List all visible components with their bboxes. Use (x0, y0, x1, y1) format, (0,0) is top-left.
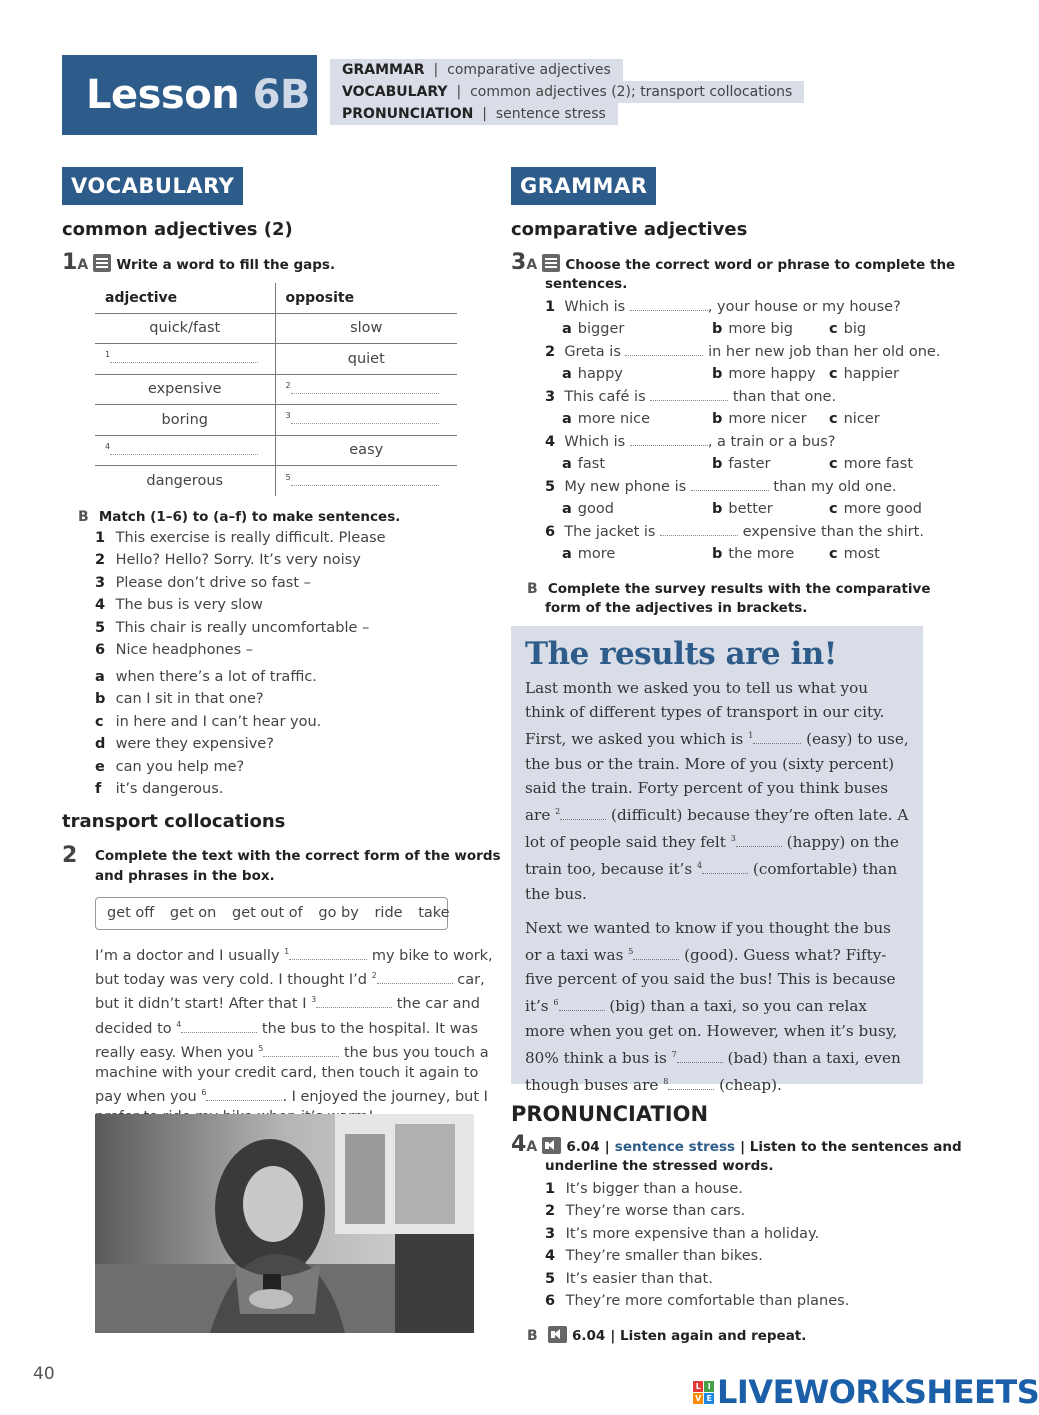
pron-sentence: 6 They’re more comfortable than planes. (545, 1293, 850, 1309)
exercise-2-text: I’m a doctor and I usually $^1$ my bike to work, but today was very cold. I thought I’d $^2$ car, but it didn’t start! After that I $^3$ the car and decided to $^4$ the bus to the hospital. It was really easy. When you $^5$ the bus you touch a machine with your credit card, then touch it again to pay when you $^6$ . I enjoyed the journey, but I (95, 947, 493, 1106)
exercise-3b-header: B Complete the survey results with the comparative (527, 581, 931, 597)
gap-input[interactable]: 1 (95, 344, 275, 375)
table-row: quick/fast slow (95, 313, 457, 344)
vocabulary-section-tag: VOCABULARY (62, 167, 243, 205)
gap-input[interactable] (377, 972, 453, 984)
option-b[interactable]: b more big (712, 321, 793, 337)
gap-input[interactable] (677, 1051, 723, 1063)
results-title: The results are in! (525, 636, 837, 672)
pron-sentence: 2 They’re worse than cars. (545, 1203, 746, 1219)
word-option: take (418, 905, 450, 921)
option-a[interactable]: a happy (562, 366, 623, 382)
match-item: 3 Please don’t drive so fast – (95, 575, 311, 591)
table-row: $^4$ easy (95, 435, 457, 466)
gap-input[interactable]: 5 (275, 466, 457, 497)
table-row: boring $^3$ (95, 405, 457, 436)
exercise-3a-header: 3A Choose the correct word or phrase to complete the (511, 250, 956, 275)
gap-input[interactable] (206, 1089, 282, 1101)
gap-input[interactable] (559, 999, 605, 1011)
match-answer: c in here and I can’t hear you. (95, 714, 322, 730)
adjective-table (95, 283, 457, 496)
question-4: 4 Which is , a train or a bus? (545, 434, 836, 450)
audio-icon[interactable] (548, 1326, 567, 1343)
word-option: go by (318, 905, 359, 921)
gap-input[interactable] (263, 1045, 339, 1057)
word-option: get out of (231, 905, 303, 921)
liveworksheets-logo[interactable]: L I V E LIVEWORKSHEETS (693, 1373, 1039, 1411)
match-item: 1 This exercise is really difficult. Please (95, 530, 386, 546)
match-answer: f it’s dangerous. (95, 781, 224, 797)
audio-icon[interactable] (542, 1137, 561, 1154)
page-number: 40 (33, 1364, 55, 1384)
match-item: 4 The bus is very slow (95, 597, 263, 613)
option-c[interactable]: c more fast (829, 456, 914, 472)
option-b[interactable]: b more happy (712, 366, 816, 382)
match-answer: d were they expensive? (95, 736, 274, 752)
exercise-1b-header: B Match (1–6) to (a–f) to make sentences. (78, 509, 401, 525)
question-5: 5 My new phone is than my old one. (545, 479, 897, 495)
table-row: $^1$ quiet (95, 344, 457, 375)
word-option: ride (374, 905, 403, 921)
option-b[interactable]: b more nicer (712, 411, 807, 427)
pron-sentence: 1 It’s bigger than a house. (545, 1181, 743, 1197)
question-2: 2 Greta is in her new job than her old one. (545, 344, 941, 360)
question-3: 3 This café is than that one. (545, 389, 837, 405)
match-answer: e can you help me? (95, 759, 245, 775)
option-c[interactable]: c nicer (829, 411, 880, 427)
option-b[interactable]: b better (712, 501, 773, 517)
gap-input[interactable] (736, 835, 782, 847)
word-option: get on (169, 905, 217, 921)
option-a[interactable]: a bigger (562, 321, 625, 337)
gap-input[interactable]: 4 (95, 435, 275, 466)
exercise-1a-header: 1A Write a word to fill the gaps. (62, 250, 336, 275)
exercise-4a-header: 4A 6.04 | sentence stress | Listen to the sentences and (511, 1132, 962, 1157)
option-b[interactable]: b faster (712, 456, 771, 472)
grammar-section-tag: GRAMMAR (511, 167, 656, 205)
gap-input[interactable] (702, 862, 748, 874)
woman-on-bus-photo (95, 1114, 474, 1333)
option-a[interactable]: a more (562, 546, 616, 562)
header-grammar-row: GRAMMAR | comparative adjectives (330, 59, 623, 81)
exercise-4a-instruction-cont: underline the stressed words. (545, 1158, 774, 1174)
option-c[interactable]: c more good (829, 501, 922, 517)
option-a[interactable]: a fast (562, 456, 606, 472)
table-row: dangerous $^5$ (95, 466, 457, 497)
transport-subhead: transport collocations (62, 811, 286, 832)
header-pronunciation-row: PRONUNCIATION | sentence stress (330, 103, 618, 125)
gap-input[interactable] (316, 996, 392, 1008)
match-item: 2 Hello? Hello? Sorry. It’s very noisy (95, 552, 361, 568)
option-b[interactable]: b the more (712, 546, 795, 562)
exercise-4b-header: B 6.04 | Listen again and repeat. (527, 1328, 807, 1344)
gap-input[interactable]: 2 (275, 374, 457, 405)
question-1: 1 Which is , your house or my house? (545, 299, 901, 315)
table-row: expensive $^2$ (95, 374, 457, 405)
table-header-adjective: adjective (95, 283, 275, 313)
gap-input[interactable] (289, 948, 367, 960)
option-c[interactable]: c happier (829, 366, 900, 382)
pron-sentence: 3 It’s more expensive than a holiday. (545, 1226, 820, 1242)
option-a[interactable]: a more nice (562, 411, 651, 427)
match-item: 5 This chair is really uncomfortable – (95, 620, 370, 636)
option-c[interactable]: c most (829, 546, 880, 562)
word-box (95, 897, 448, 930)
gap-input[interactable]: 3 (275, 405, 457, 436)
vocab-subhead: common adjectives (2) (62, 219, 293, 240)
option-c[interactable]: c big (829, 321, 867, 337)
option-a[interactable]: a good (562, 501, 614, 517)
gap-input[interactable] (633, 948, 679, 960)
exercise-3b-instruction-cont: form of the adjectives in brackets. (545, 600, 808, 616)
pron-sentence: 5 It’s easier than that. (545, 1271, 713, 1287)
gap-input[interactable] (668, 1078, 714, 1090)
match-answer: b can I sit in that one? (95, 691, 264, 707)
word-option: get off (107, 905, 155, 921)
exercise-3a-instruction-cont: sentences. (545, 276, 628, 292)
table-header-opposite: opposite (275, 283, 457, 313)
header-vocabulary-row: VOCABULARY | common adjectives (2); transport collocations (330, 81, 804, 103)
pron-sentence: 4 They’re smaller than bikes. (545, 1248, 763, 1264)
gap-input[interactable] (181, 1021, 257, 1033)
liveworksheets-logo-icon: L I V E (693, 1381, 714, 1404)
exercise-2-instruction: Complete the text with the correct form of the words and phrases in the box. (95, 848, 501, 884)
gap-input[interactable] (753, 732, 801, 744)
gap-input[interactable] (560, 808, 606, 820)
question-6: 6 The jacket is expensive than the shirt. (545, 524, 924, 540)
pronunciation-heading: PRONUNCIATION (511, 1102, 709, 1126)
match-answer: a when there’s a lot of traffic. (95, 669, 317, 685)
survey-results-box (511, 626, 923, 1095)
results-paragraph-1: Last month we asked you to tell us what you think of different types of transport in our city. First, we asked you which is $^1$ (easy) to use, the bus or the train. More of you (sixty percent) said the train. Forty percent of you think buses are $^2$ (difficult) because they’re often late. A lot of people said they felt $^3$ (happy) on the train too, because it’s $^4$ (comfortable) than the bus. (525, 679, 909, 903)
results-paragraph-2: Next we wanted to know if you thought the bus or a taxi was $^5$ (good). Guess what? Fifty-five percent of you said the bus! This is because it’s $^6$ (big) than a taxi, so you can relax more when you get on. However, when it’s busy, 80% think a bus is $^7$ (bad) than a taxi, even though buses are $^8$ (cheap). (525, 918, 901, 1095)
match-item: 6 Nice headphones – (95, 642, 253, 658)
lesson-title: Lesson 6B (62, 55, 317, 135)
worksheet-icon (93, 254, 111, 272)
grammar-subhead: comparative adjectives (511, 219, 748, 240)
exercise-2-number: 2 (62, 843, 78, 868)
worksheet-icon (542, 254, 560, 272)
